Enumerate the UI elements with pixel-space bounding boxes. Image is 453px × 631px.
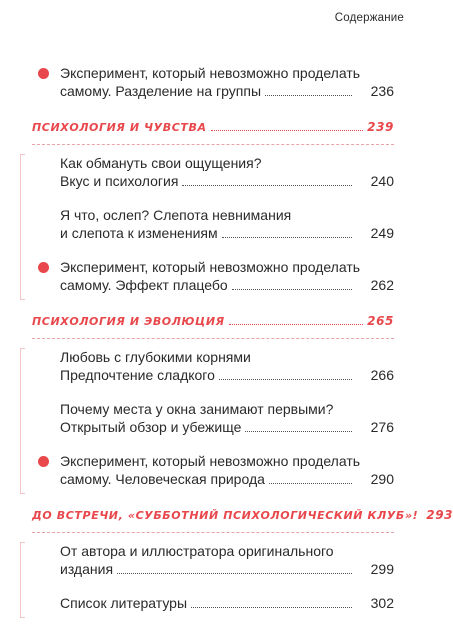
toc-item-text: Эксперимент, который невозможно проделать — [60, 259, 361, 275]
section-rule — [32, 144, 394, 145]
section-page-number: 293 — [426, 508, 453, 522]
toc-item-text: Предпочтение сладкого — [60, 367, 215, 383]
dot-leader — [222, 237, 352, 238]
toc-item-text: Эксперимент, который невозможно проделать — [60, 453, 361, 469]
toc-item[interactable] — [0, 594, 416, 612]
toc-section-heading[interactable] — [0, 116, 416, 154]
section-page-number: 239 — [367, 120, 394, 134]
toc-page-number: 262 — [370, 277, 394, 293]
page-header: Содержание — [334, 12, 404, 24]
dot-leader — [191, 607, 352, 608]
toc-item-text: самому. Эффект плацебо — [60, 277, 228, 293]
toc-page-number: 240 — [370, 173, 394, 189]
section-bracket — [20, 542, 25, 618]
toc-item-text: издания — [60, 561, 114, 577]
section-bracket — [20, 348, 25, 494]
toc-item-text: Список литературы — [60, 595, 188, 611]
toc-item[interactable] — [0, 400, 416, 436]
toc-page-number: 249 — [370, 225, 394, 241]
section-title: ДО ВСТРЕЧИ, «СУББОТНИЙ ПСИХОЛОГИЧЕСКИЙ КЛУБ»! — [32, 509, 419, 522]
dot-leader — [229, 324, 363, 325]
toc-item-text: и слепота к изменениям — [60, 225, 218, 241]
toc-item-highlighted[interactable] — [0, 64, 416, 100]
toc-item-text: самому. Разделение на группы — [60, 83, 262, 99]
bullet-dot-icon — [38, 68, 49, 79]
dot-leader — [182, 185, 352, 186]
toc-item-text: От автора и иллюстратора оригинального — [60, 543, 334, 559]
toc-section-heading[interactable] — [0, 310, 416, 348]
toc-item-text: Как обмануть свои ощущения? — [60, 155, 262, 171]
section-rule — [32, 338, 394, 339]
toc-page-number: 266 — [370, 367, 394, 383]
section-title: ПСИХОЛОГИЯ И ЭВОЛЮЦИЯ — [32, 315, 225, 328]
dot-leader — [211, 130, 364, 131]
toc-item-highlighted[interactable] — [0, 452, 416, 488]
section-page-number: 265 — [367, 314, 394, 328]
toc-item-text: Эксперимент, который невозможно проделать — [60, 65, 361, 81]
section-bracket — [20, 154, 25, 300]
toc-page-number: 276 — [370, 419, 394, 435]
toc-item[interactable] — [0, 348, 416, 384]
dot-leader — [245, 431, 352, 432]
toc-page-number: 302 — [370, 595, 394, 611]
toc-item-text: Вкус и психология — [60, 173, 179, 189]
section-title: ПСИХОЛОГИЯ И ЧУВСТВА — [32, 121, 207, 134]
dot-leader — [117, 573, 352, 574]
toc-item-text: Любовь с глубокими корнями — [60, 349, 251, 365]
toc-item[interactable] — [0, 206, 416, 242]
toc-item-text: Открытый обзор и убежище — [60, 419, 242, 435]
toc-item-text: Я что, ослеп? Слепота невнимания — [60, 207, 292, 223]
toc-page-number: 236 — [370, 83, 394, 99]
toc-page-number: 299 — [370, 561, 394, 577]
bullet-dot-icon — [38, 456, 49, 467]
dot-leader — [219, 379, 352, 380]
toc-page-number: 290 — [370, 471, 394, 487]
dot-leader — [269, 483, 352, 484]
toc-item[interactable] — [0, 154, 416, 190]
toc-item-highlighted[interactable] — [0, 258, 416, 294]
toc-item-text: самому. Человеческая природа — [60, 471, 265, 487]
dot-leader — [265, 95, 352, 96]
dot-leader — [232, 289, 352, 290]
bullet-dot-icon — [38, 262, 49, 273]
toc-item-text: Почему места у окна занимают первыми? — [60, 401, 334, 417]
toc-item[interactable] — [0, 542, 416, 578]
toc-section-heading[interactable] — [0, 504, 453, 542]
section-rule — [32, 532, 394, 533]
